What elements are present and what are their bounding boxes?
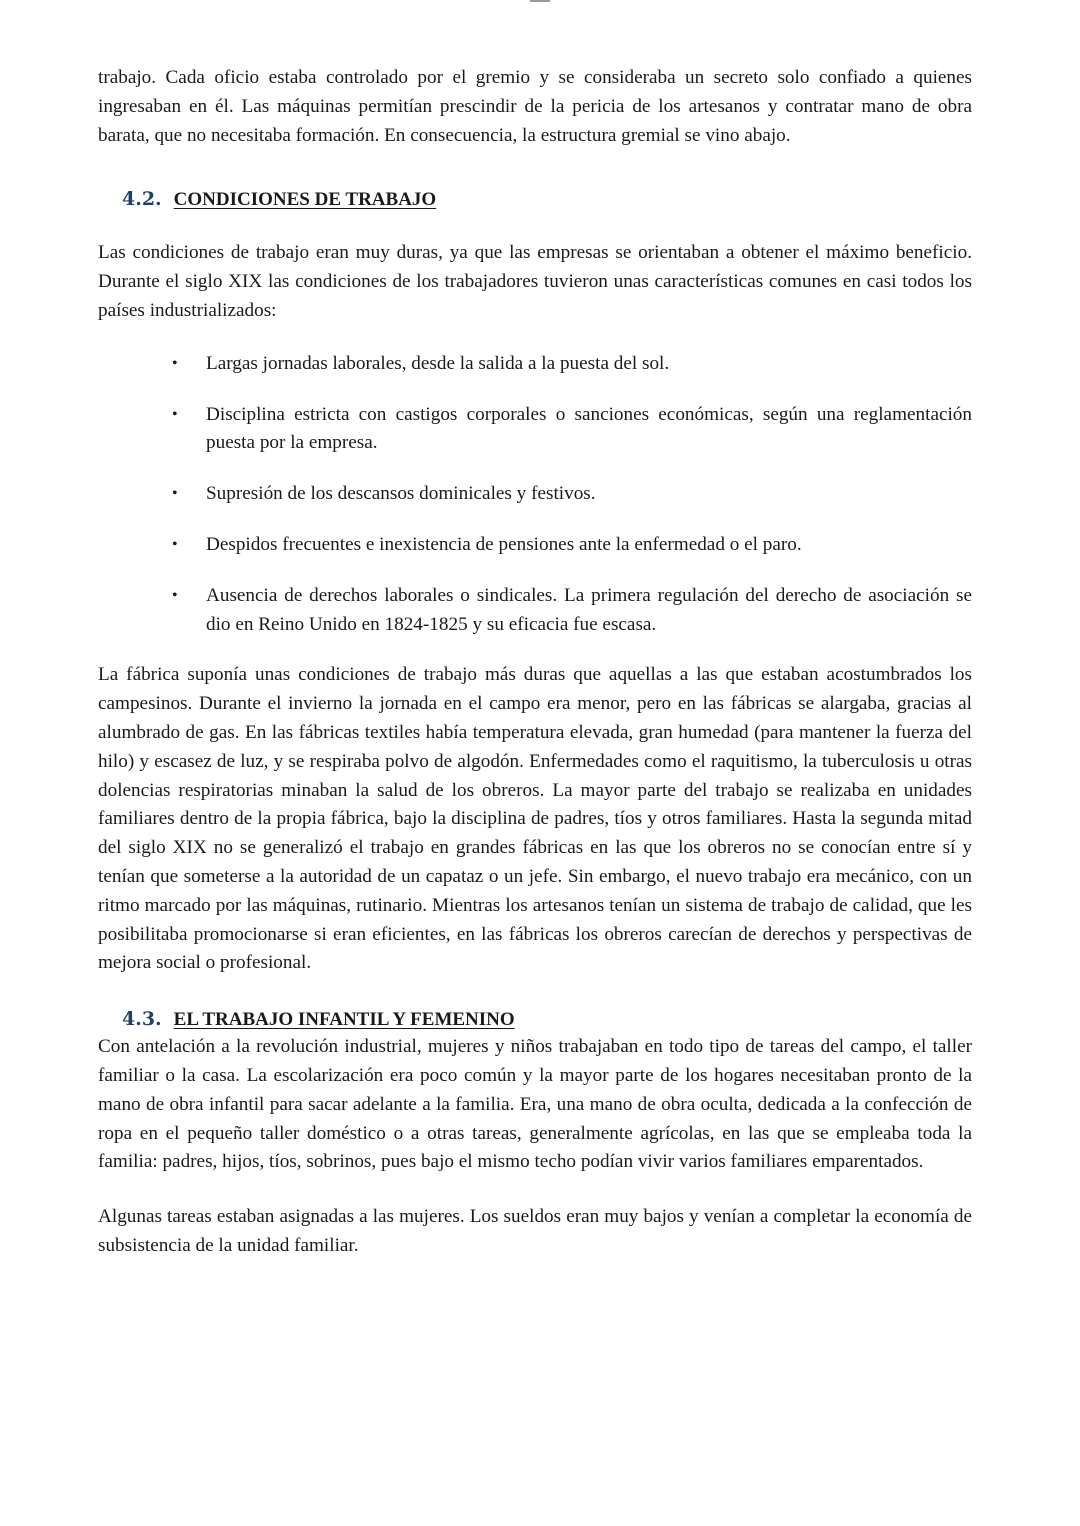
list-item [98, 582, 972, 640]
section-4-2-body: La fábrica suponía unas condiciones de trabajo más duras que aquellas a las que estaban acostumbrados los campesinos. Durante el invierno la jornada en el campo era menor, pero en las fábricas se alargaba, gracias al alumbrado de gas. En las fábricas textiles había temperatura elevada, gran humedad (para mantener la fuerza del hilo) y escasez de luz, y se respiraba polvo de algodón. Enfermedades como el raquitismo, la tuberculosis u otras dolencias respiratorias minaban la salud de los obreros. La mayor parte del trabajo se realizaba en unidades familiares dentro de la propia fábrica, bajo la disciplina de padres, tíos y otros familiares. Hasta la segunda mitad del siglo XIX no se generalizó el trabajo en grandes fábricas en las que los obreros no se conocían entre sí y tenían que someterse a la autoridad de un capataz o un jefe. Sin embargo, el nuevo trabajo era mecánico, con un ritmo marcado por las máquinas, rutinario. Mientras los artesanos tenían un sistema de trabajo de calidad, que les posibilitaba promocionarse si eran eficientes, en las fábricas los obreros carecían de derechos y perspectivas de mejora social o profesional. [98, 664, 972, 974]
section-4-2-intro: Las condiciones de trabajo eran muy duras, ya que las empresas se orientaban a obtener el máximo beneficio. Durante el siglo XIX las condiciones de los trabajadores tuvieron unas características comunes en casi todos los países industrializados: [98, 242, 972, 321]
document-page [98, 64, 972, 1261]
section-heading-4-3 [122, 1008, 972, 1031]
section-4-3-paragraph-2: Algunas tareas estaban asignadas a las mujeres. Los sueldos eran muy bajos y venían a completar la economía de subsistencia de la unidad familiar. [98, 1206, 972, 1256]
list-item-text: Largas jornadas laborales, desde la salida a la puesta del sol. [206, 352, 670, 374]
page-top-mark [530, 0, 550, 2]
section-4-3-paragraph-1: Con antelación a la revolución industrial, mujeres y niños trabajaban en todo tipo de tareas del campo, el taller familiar o la casa. La escolarización era poco común y la mayor parte de los hogares necesitaban pronto de la mano de obra infantil para sacar adelante a la familia. Era, una mano de obra oculta, dedicada a la confección de ropa en el pequeño taller doméstico o a otras tareas, generalmente agrícolas, en las que se empleaba toda la familia: padres, hijos, tíos, sobrinos, pues bajo el mismo techo podían vivir varios familiares emparentados. [98, 1036, 972, 1173]
list-item-text: Supresión de los descansos dominicales y festivos. [206, 483, 596, 505]
list-item-text: Ausencia de derechos laborales o sindicales. La primera regulación del derecho de asociación se dio en Reino Unido en 1824-1825 y su eficacia fue escasa. [206, 584, 972, 635]
section-title: EL TRABAJO INFANTIL Y FEMENINO [173, 1009, 515, 1031]
list-item [98, 350, 972, 379]
section-title: CONDICIONES DE TRABAJO [173, 189, 437, 211]
list-item [98, 480, 972, 509]
list-item-text: Disciplina estricta con castigos corporales o sanciones económicas, según una reglamentación puesta por la empresa. [206, 403, 972, 454]
conditions-bullet-list [98, 350, 972, 640]
section-number: 4.2. [122, 188, 162, 211]
bullet-icon: • [172, 586, 178, 604]
intro-paragraph: trabajo. Cada oficio estaba controlado por el gremio y se consideraba un secreto solo confiado a quienes ingresaban en él. Las máquinas permitían prescindir de la pericia de los artesanos y contratar mano de obra barata, que no necesitaba formación. En consecuencia, la estructura gremial se vino abajo. [98, 67, 972, 146]
bullet-icon: • [172, 535, 178, 553]
list-item-text: Despidos frecuentes e inexistencia de pensiones ante la enfermedad o el paro. [206, 533, 802, 555]
bullet-icon: • [172, 405, 178, 423]
list-item [98, 531, 972, 560]
section-heading-4-2 [122, 188, 972, 211]
section-number: 4.3. [122, 1008, 162, 1031]
bullet-icon: • [172, 354, 178, 372]
bullet-icon: • [172, 485, 178, 503]
list-item [98, 401, 972, 459]
